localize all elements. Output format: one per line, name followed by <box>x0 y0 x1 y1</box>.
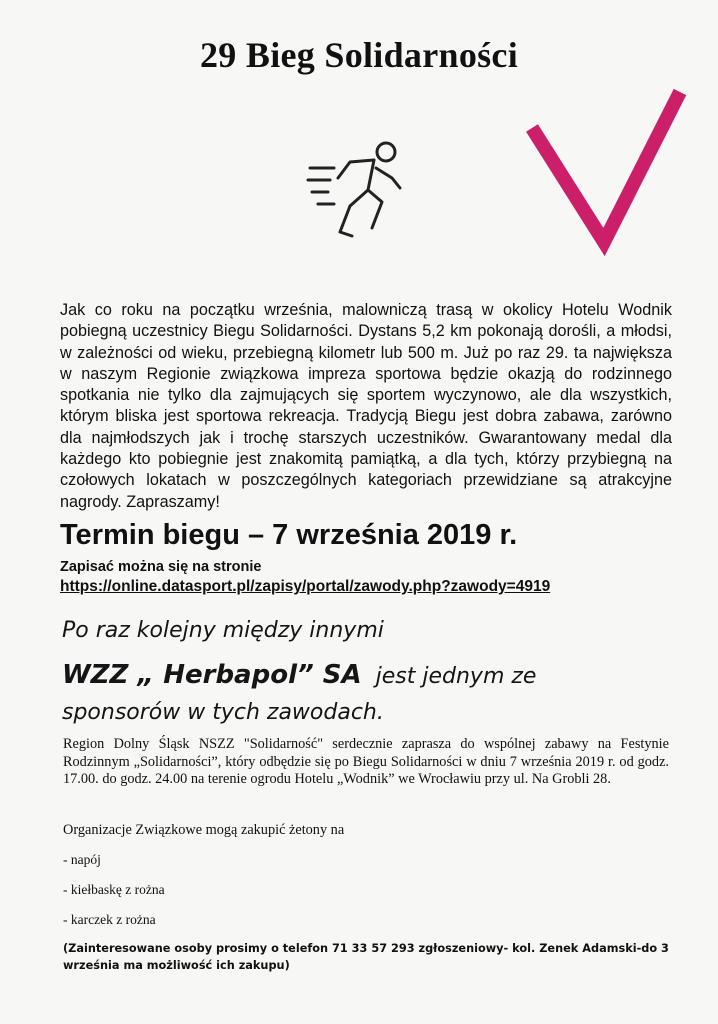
page-title: 29 Bieg Solidarności <box>199 35 519 75</box>
sponsor-line-1: Po raz kolejny między innymi <box>62 618 384 643</box>
contact-note: (Zainteresowane osoby prosimy o telefon 71 33 57 293 zgłoszeniowy- kol. Zenek Adamski-do 3 września ma możliwość ich zakupu) <box>63 942 669 972</box>
sponsor-line-3: sponsorów w tych zawodach. <box>62 700 384 725</box>
race-date-heading: Termin biegu – 7 września 2019 r. <box>60 519 518 551</box>
running-person-icon <box>300 132 412 244</box>
token-item: - kiełbaskę z rożna <box>63 882 165 897</box>
sponsor-line-2 <box>62 660 536 690</box>
registration-link[interactable]: https://online.datasport.pl/zapisy/portal/zawody.php?zawody=4919 <box>60 578 551 595</box>
intro-paragraph: Jak co roku na początku września, malowniczą trasą w okolicy Hotelu Wodnik pobiegną uczestnicy Biegu Solidarności. Dystans 5,2 km pokonają dorośli, a młodsi, w zależności od wieku, przebiegną kilometr lub 500 m. Już po raz 29. ta największa w naszym Regionie związkowa impreza sportowa będzie okazją do rodzinnego spotkania nie tylko dla zajmujących się sportem wyczynowo, ale dla wszystkich, którym bliska jest sportowa rekreacja. Tradycją Biegu jest dobra zabawa, zarówno dla najmłodszych jak i trochę starszych uczestników. Gwarantowany medal dla każdego kto pobiegnie jest znakomitą pamiątką, a dla tych, którzy przybiegną na czołowych lokatach w poszczególnych kategoriach przewidziane są atrakcyjne nagrody. Zapraszamy! <box>60 301 672 511</box>
sponsor-line-2-rest: jest jednym ze <box>375 664 537 689</box>
token-item: - karczek z rożna <box>63 912 156 927</box>
sponsor-company: WZZ „ Herbapol” SA <box>62 660 362 690</box>
festival-paragraph: Region Dolny Śląsk NSZZ "Solidarność" serdecznie zaprasza do wspólnej zabawy na Festynie Rodzinnym „Solidarności”, który odbędzie się po Biegu Solidarności w dniu 7 września 2019 r. od godz. 17.00. do godz. 24.00 na terenie ogrodu Hotelu „Wodnik” we Wrocławiu przy ul. Na Grobli 28. <box>63 736 669 788</box>
registration-label: Zapisać można się na stronie <box>60 559 262 575</box>
tokens-intro: Organizacje Związkowe mogą zakupić żetony na <box>63 822 345 838</box>
token-item: - napój <box>63 852 101 867</box>
red-check-mark <box>520 82 700 257</box>
